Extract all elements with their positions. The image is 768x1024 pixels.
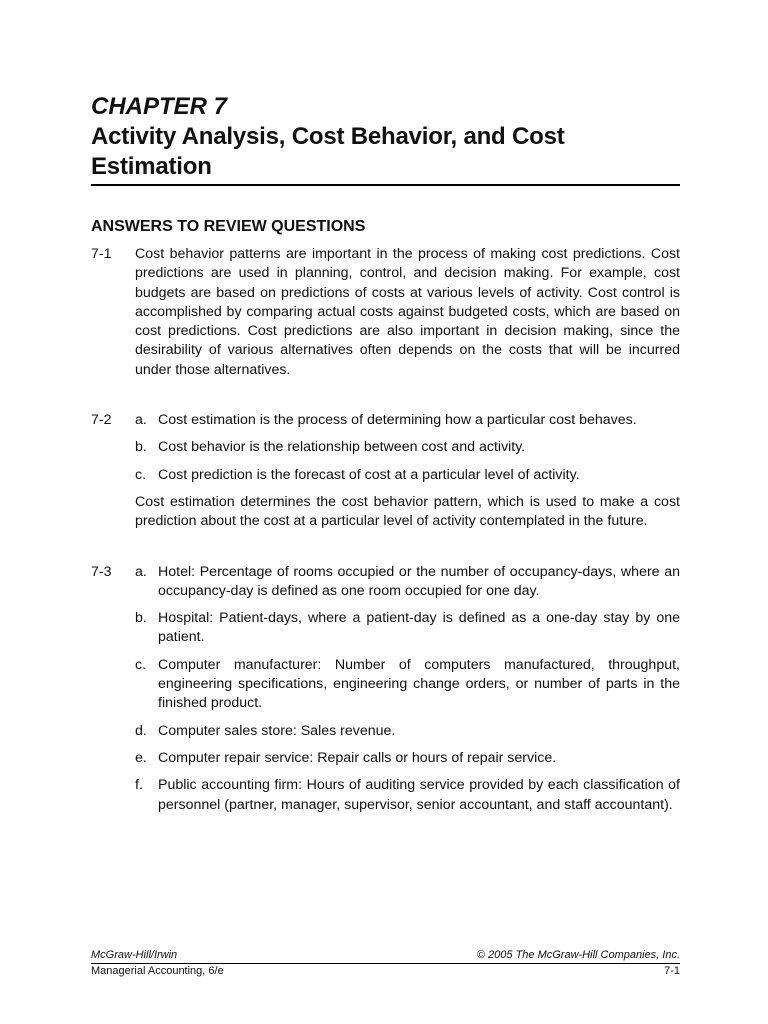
item-letter: c. [135,656,147,673]
section-heading: ANSWERS TO REVIEW QUESTIONS [91,218,366,235]
item-text: Hospital: Patient-days, where a patient-day is defined as a one-day stay by one patient. [158,610,680,646]
item-letter: f. [135,777,143,794]
item-text: Computer sales store: Sales revenue. [158,722,396,739]
question-7-3 [91,563,680,815]
item-letter: b. [135,439,147,456]
item-letter: b. [135,610,147,627]
question-number: 7-2 [91,412,112,429]
item-text: Cost estimation is the process of determining how a particular cost behaves. [158,412,637,429]
list-item [135,609,680,648]
item-text: Public accounting firm: Hours of auditing service provided by each classification of personnel (partner, manager, supervisor, senior accountant, and staff accountant). [158,777,680,813]
answer-text: Cost behavior patterns are important in the process of making cost predictions. Cost predictions are used in planning, control, and decision making. For example, cost budgets are based on predictions of costs at various levels of activity. Cost control is accomplished by comparing actual costs against budgeted costs, which are based on cost predictions. Cost predictions are also important in decision making, since the desirability of various alternatives often depends on the costs that will be incurred under those alternatives. [135,246,680,378]
footer-page-number: 7-1 [664,965,680,977]
list-item [135,776,680,815]
list-item [135,411,680,430]
item-letter: d. [135,722,147,739]
footer-publisher: McGraw-Hill/Irwin [91,949,178,961]
footer-book-title: Managerial Accounting, 6/e [91,965,224,977]
item-text: Computer repair service: Repair calls or hours of repair service. [158,749,557,766]
document-page [91,92,680,823]
item-text: Computer manufacturer: Number of computers manufactured, throughput, engineering specifications, engineering change orders, or number of parts in the finished product. [158,656,680,712]
question-7-2 [91,411,680,531]
item-text: Cost prediction is the forecast of cost at a particular level of activity. [158,466,580,483]
list-item [135,438,680,457]
item-letter: c. [135,466,147,483]
footer-copyright: © 2005 The McGraw-Hill Companies, Inc. [476,949,680,961]
question-number: 7-1 [91,246,112,262]
answer-closing-text: Cost estimation determines the cost behavior pattern, which is used to make a cost prediction about the cost at a particular level of activity contemplated in the future. [135,493,680,530]
list-item [135,722,680,741]
item-text: Hotel: Percentage of rooms occupied or the number of occupancy-days, where an occupancy-day is defined as one room occupied for one day. [158,563,680,599]
item-text: Cost behavior is the relationship between cost and activity. [158,439,526,456]
question-number: 7-3 [91,563,112,580]
item-letter: a. [135,563,147,580]
footer-top-row [91,949,680,964]
list-item [135,656,680,714]
question-7-1 [91,245,680,380]
chapter-label: CHAPTER 7 [91,93,228,120]
item-letter: e. [135,749,147,766]
footer-bottom-row [91,965,680,978]
list-item [135,563,680,602]
item-letter: a. [135,412,147,429]
chapter-title: Activity Analysis, Cost Behavior, and Cost Estimation [91,122,680,186]
list-item [135,466,680,485]
list-item [135,749,680,768]
